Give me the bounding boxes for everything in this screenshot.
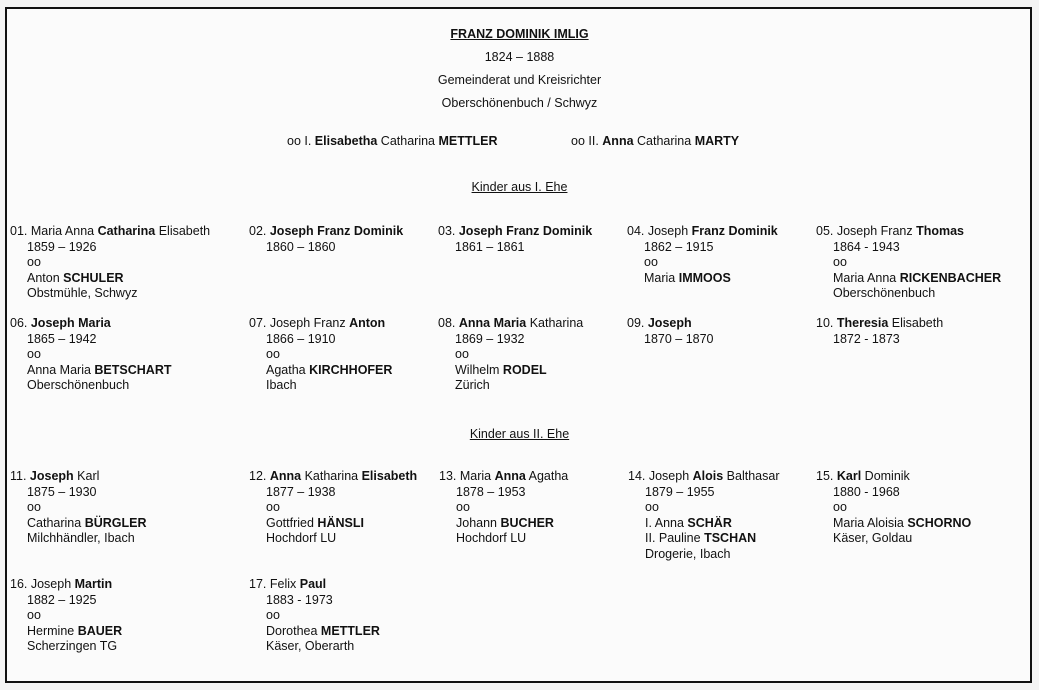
name-part: Joseph Franz Dominik (269, 224, 404, 238)
ancestor-occupation: Gemeinderat und Kreisrichter (437, 73, 602, 87)
name-part: Franz Dominik (691, 224, 778, 238)
name-part: 02. (249, 224, 270, 238)
name-part: 05. (816, 224, 837, 238)
marriage-symbol: oo (266, 608, 280, 623)
name-part: SCHORNO (907, 515, 972, 530)
child-years: 1875 – 1930 (27, 484, 97, 499)
child-entry-16 (10, 577, 122, 655)
name-part: Alois (692, 469, 724, 483)
spouse-name (10, 516, 147, 532)
spouse-name (10, 363, 172, 379)
marriage-symbol: oo (456, 500, 470, 515)
name-part: METTLER (320, 623, 380, 638)
name-part: I. Anna (645, 515, 688, 530)
name-part: BUCHER (500, 515, 554, 530)
name-part: Joseph (647, 224, 692, 238)
marriage-second-prefix: oo II. (571, 134, 603, 148)
marriage-first-prefix: oo I. (287, 134, 315, 148)
name-part: KIRCHHOFER (309, 362, 393, 377)
child-years: 1866 – 1910 (266, 331, 336, 346)
name-part: Hermine (27, 623, 78, 638)
spouse-place: Obstmühle, Schwyz (27, 286, 138, 301)
name-part: Catharina (27, 515, 85, 530)
child-entry-05 (816, 224, 1001, 302)
spouse-place: Käser, Goldau (833, 531, 913, 546)
child-entry-11 (10, 469, 147, 547)
spouse-name-second (628, 531, 779, 547)
name-part: 10. (816, 316, 837, 330)
name-part: 17. (249, 577, 270, 591)
name-part: Theresia (836, 316, 889, 330)
child-entry-09 (627, 316, 714, 347)
ancestor-place: Oberschönenbuch / Schwyz (441, 96, 598, 110)
ancestor-name-text: FRANZ DOMINIK IMLIG (450, 27, 589, 41)
name-part: Joseph Franz (269, 316, 350, 330)
name-part: Karl (73, 469, 100, 483)
name-part: Joseph (648, 469, 693, 483)
name-part: Katharina (526, 316, 584, 330)
child-entry-12 (249, 469, 417, 547)
marriage-symbol: oo (645, 500, 659, 515)
spouse-place: Drogerie, Ibach (645, 546, 731, 561)
name-part: Anna (269, 469, 302, 483)
child-years: 1880 - 1968 (833, 484, 900, 499)
child-entry-10 (816, 316, 943, 347)
child-entry-01 (10, 224, 210, 302)
spouse-place: Oberschönenbuch (833, 286, 936, 301)
heading-first-marriage-text: Kinder aus I. Ehe (471, 180, 568, 194)
heading-second-marriage-text: Kinder aus II. Ehe (469, 427, 570, 441)
child-years: 1883 - 1973 (266, 592, 333, 607)
child-years: 1862 – 1915 (644, 239, 714, 254)
child-years: 1879 – 1955 (645, 484, 715, 499)
spouse-name (249, 624, 380, 640)
marriage-second-given-bold: Anna (602, 134, 634, 148)
child-years: 1870 – 1870 (644, 331, 714, 346)
ancestor-years: 1824 – 1888 (484, 50, 555, 64)
spouse-place: Hochdorf LU (456, 531, 527, 546)
child-entry-17 (249, 577, 380, 655)
marriage-second (571, 133, 739, 149)
spouse-name (628, 516, 779, 532)
spouse-name (10, 271, 210, 287)
child-entry-07 (249, 316, 392, 394)
marriage-symbol: oo (27, 500, 41, 515)
child-years: 1861 – 1861 (455, 239, 525, 254)
spouse-place: Milchhändler, Ibach (27, 531, 135, 546)
name-part: HÄNSLI (317, 515, 364, 530)
child-years: 1878 – 1953 (456, 484, 526, 499)
marriage-symbol: oo (266, 347, 280, 362)
name-part: Joseph Franz (836, 224, 917, 238)
name-part: Dominik (861, 469, 910, 483)
name-part: Maria Anna (833, 270, 900, 285)
child-years: 1882 – 1925 (27, 592, 97, 607)
name-part: Wilhelm (455, 362, 503, 377)
name-part: BAUER (77, 623, 123, 638)
name-part: Anna (494, 469, 526, 483)
name-part: 06. (10, 316, 31, 330)
name-part: 15. (816, 469, 837, 483)
name-part: 09. (627, 316, 648, 330)
spouse-name (249, 363, 392, 379)
name-part: Thomas (916, 224, 965, 238)
marriage-first-given-bold: Elisabetha (314, 134, 378, 148)
spouse-place: Ibach (266, 378, 297, 393)
name-part: Anton (27, 270, 64, 285)
spouse-name (249, 516, 417, 532)
marriage-second-given: Catharina (633, 134, 695, 148)
name-part: 04. (627, 224, 648, 238)
marriage-first (287, 133, 498, 149)
name-part: Agatha (525, 469, 569, 483)
name-part: Johann (456, 515, 501, 530)
spouse-place: Käser, Oberarth (266, 639, 355, 654)
child-entry-02 (249, 224, 403, 255)
heading-first-marriage (0, 179, 1039, 195)
child-entry-03 (438, 224, 592, 255)
spouse-name (438, 363, 583, 379)
child-years: 1859 – 1926 (27, 239, 97, 254)
spouse-name (439, 516, 568, 532)
name-part: 16. (10, 577, 31, 591)
name-part: SCHÄR (687, 515, 732, 530)
name-part: TSCHAN (704, 531, 757, 546)
marriage-first-surname: METTLER (438, 134, 498, 148)
name-part: Dorothea (266, 623, 321, 638)
spouse-place: Scherzingen TG (27, 639, 118, 654)
name-part: Paul (299, 577, 327, 591)
name-part: Martin (74, 577, 113, 591)
name-part: RICKENBACHER (899, 270, 1002, 285)
name-part: Maria Anna (30, 224, 98, 238)
spouse-place: Oberschönenbuch (27, 378, 130, 393)
name-part: Gottfried (266, 515, 318, 530)
name-part: Joseph Franz Dominik (458, 224, 593, 238)
marriage-symbol: oo (266, 500, 280, 515)
name-part: Anton (349, 316, 386, 330)
child-years: 1869 – 1932 (455, 331, 525, 346)
marriage-symbol: oo (27, 608, 41, 623)
child-entry-04 (627, 224, 778, 286)
marriage-symbol: oo (27, 255, 41, 270)
marriage-symbol: oo (644, 255, 658, 270)
name-part: Maria Aloisia (833, 515, 908, 530)
spouse-place: Hochdorf LU (266, 531, 337, 546)
child-years: 1864 - 1943 (833, 239, 900, 254)
name-part: RODEL (502, 362, 547, 377)
name-part: BÜRGLER (84, 515, 147, 530)
name-part: II. Pauline (645, 531, 705, 546)
marriage-second-surname: MARTY (694, 134, 740, 148)
name-part: 08. (438, 316, 459, 330)
name-part: BETSCHART (94, 362, 172, 377)
name-part: Joseph (647, 316, 692, 330)
name-part: Elisabeth (155, 224, 211, 238)
marriage-symbol: oo (27, 347, 41, 362)
name-part: Maria (644, 270, 679, 285)
marriage-symbol: oo (833, 255, 847, 270)
name-part: Joseph (29, 469, 74, 483)
spouse-name (10, 624, 122, 640)
child-entry-13 (439, 469, 568, 547)
child-years: 1877 – 1938 (266, 484, 336, 499)
marriage-symbol: oo (833, 500, 847, 515)
name-part: 01. (10, 224, 31, 238)
marriage-symbol: oo (455, 347, 469, 362)
child-entry-06 (10, 316, 172, 394)
name-part: SCHULER (63, 270, 124, 285)
name-part: 13. (439, 469, 460, 483)
name-part: Joseph Maria (30, 316, 111, 330)
spouse-place: Zürich (455, 378, 490, 393)
spouse-name (627, 271, 778, 287)
heading-second-marriage (0, 426, 1039, 442)
name-part: Joseph (30, 577, 75, 591)
name-part: Agatha (266, 362, 310, 377)
name-part: Katharina (301, 469, 362, 483)
name-part: 07. (249, 316, 270, 330)
child-years: 1860 – 1860 (266, 239, 336, 254)
name-part: Anna Maria (27, 362, 95, 377)
name-part: Elisabeth (888, 316, 944, 330)
child-entry-14 (628, 469, 779, 563)
name-part: Anna Maria (458, 316, 527, 330)
spouse-name (816, 271, 1001, 287)
marriage-first-given: Catharina (377, 134, 439, 148)
spouse-name (816, 516, 971, 532)
name-part: 14. (628, 469, 649, 483)
name-part: 11. (10, 469, 30, 483)
name-part: Elisabeth (361, 469, 418, 483)
child-years: 1872 - 1873 (833, 331, 900, 346)
name-part: IMMOOS (678, 270, 731, 285)
name-part: Catharina (97, 224, 156, 238)
child-entry-08 (438, 316, 583, 394)
name-part: 12. (249, 469, 270, 483)
name-part: Maria (459, 469, 495, 483)
child-entry-15 (816, 469, 971, 547)
name-part: Felix (269, 577, 300, 591)
name-part: Balthasar (723, 469, 780, 483)
ancestor-name (0, 26, 1039, 42)
name-part: 03. (438, 224, 459, 238)
child-years: 1865 – 1942 (27, 331, 97, 346)
name-part: Karl (836, 469, 862, 483)
